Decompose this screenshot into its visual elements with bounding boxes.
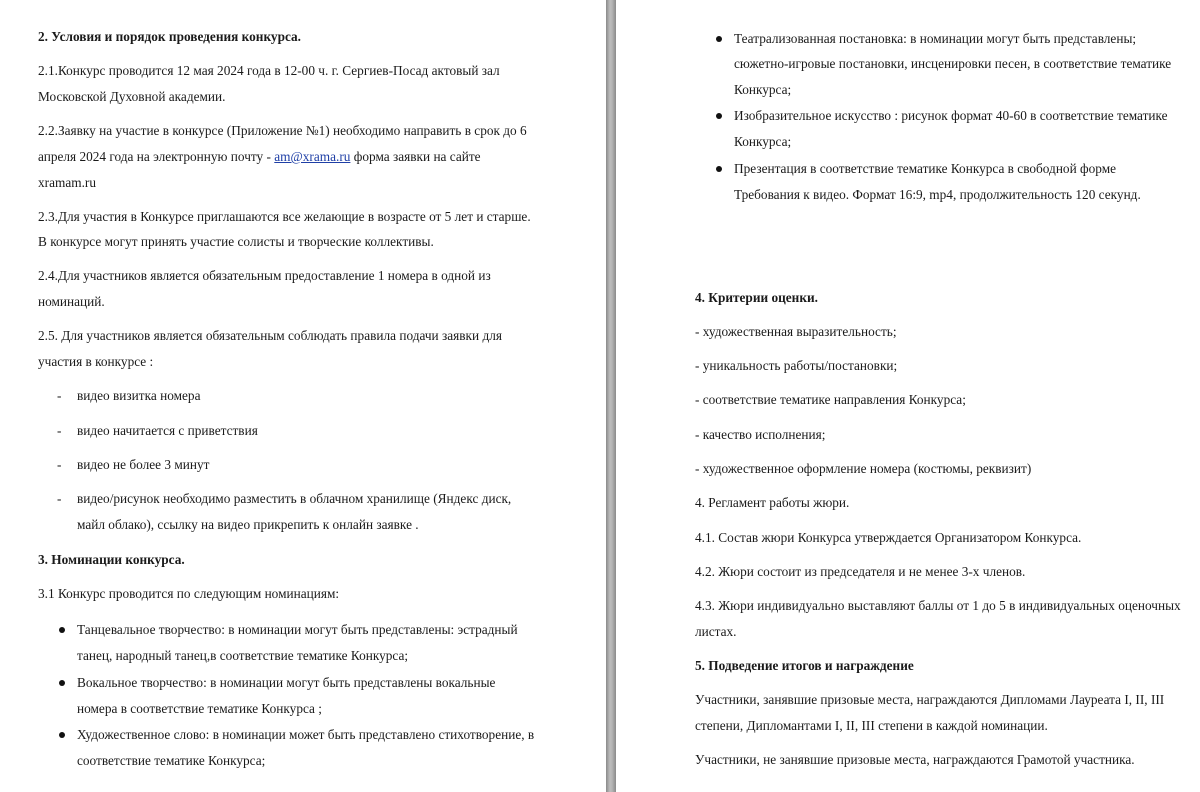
dash-marker: -	[57, 491, 62, 506]
criterion-3: - соответствие тематике направления Конкурса;	[695, 392, 966, 407]
page-gutter	[606, 0, 616, 792]
criterion-2: - уникальность работы/постановки;	[695, 358, 898, 373]
paragraph-3-1: 3.1 Конкурс проводится по следующим номинациям:	[38, 586, 340, 601]
paragraph-5-a-line-2: степени, Дипломантами I, II, III степени в каждой номинации.	[695, 718, 1048, 733]
bullet-dot	[716, 166, 722, 172]
paragraph-2-4-line-2: номинаций.	[38, 294, 105, 309]
paragraph-2-1-line-2: Московской Духовной академии.	[38, 89, 226, 104]
paragraph-4-1: 4.1. Состав жюри Конкурса утверждается Организатором Конкурса.	[695, 530, 1082, 545]
dash-marker: -	[57, 457, 62, 472]
paragraph-4-3-line-2: листах.	[695, 624, 737, 639]
nomination-theatre-line-2: сюжетно-игровые постановки, инсценировки песен, в соответствие тематике	[734, 56, 1172, 71]
dash-item-4-line-2: майл облако), ссылку на видео прикрепить к онлайн заявке .	[77, 517, 419, 532]
section-4-heading: 4. Критерии оценки.	[695, 290, 818, 305]
criterion-1: - художественная выразительность;	[695, 324, 897, 339]
paragraph-4-2: 4.2. Жюри состоит из председателя и не менее 3-х членов.	[695, 564, 1026, 579]
email-link[interactable]: am@xrama.ru	[274, 149, 351, 164]
nomination-presentation-line-1: Презентация в соответствие тематике Конкурса в свободной форме	[734, 161, 1117, 176]
paragraph-2-2-line-1: 2.2.Заявку на участие в конкурсе (Приложение №1) необходимо направить в срок до 6	[38, 123, 527, 138]
nomination-dance-line-1: Танцевальное творчество: в номинации могут быть представлены: эстрадный	[77, 622, 518, 637]
dash-item-4-line-1: видео/рисунок необходимо разместить в облачном хранилище (Яндекс диск,	[77, 491, 512, 506]
dash-marker: -	[57, 388, 62, 403]
section-2-heading: 2. Условия и порядок проведения конкурса.	[38, 29, 302, 44]
nomination-presentation-line-2: Требования к видео. Формат 16:9, mp4, продолжительность 120 секунд.	[734, 187, 1141, 202]
nomination-word-line-1: Художественное слово: в номинации может быть представлено стихотворение, в	[77, 727, 535, 742]
bullet-dot	[716, 113, 722, 119]
jury-regulation-heading: 4. Регламент работы жюри.	[695, 495, 850, 510]
bullet-dot	[59, 627, 65, 633]
dash-item-3: видео не более 3 минут	[77, 457, 210, 472]
section-5-heading: 5. Подведение итогов и награждение	[695, 658, 914, 673]
section-3-heading: 3. Номинации конкурса.	[38, 552, 185, 567]
nomination-theatre-line-3: Конкурса;	[734, 82, 792, 97]
paragraph-2-2-line-3: xramam.ru	[38, 175, 96, 190]
nomination-art-line-2: Конкурса;	[734, 134, 792, 149]
dash-item-1: видео визитка номера	[77, 388, 201, 403]
paragraph-2-1-line-1: 2.1.Конкурс проводится 12 мая 2024 года в 12-00 ч. г. Сергиев-Посад актовый зал	[38, 63, 500, 78]
paragraph-2-2-line-2	[38, 149, 481, 165]
paragraph-2-2-text: апреля 2024 года на электронную почту -	[38, 149, 275, 164]
paragraph-2-4-line-1: 2.4.Для участников является обязательным предоставление 1 номера в одной из	[38, 268, 491, 283]
paragraph-2-3-line-2: В конкурсе могут принять участие солисты и творческие коллективы.	[38, 234, 434, 249]
nomination-art-line-1: Изобразительное искусство : рисунок формат 40-60 в соответствие тематике	[734, 108, 1168, 123]
paragraph-5-a-line-1: Участники, занявшие призовые места, награждаются Дипломами Лауреата I, II, III	[695, 692, 1165, 707]
bullet-dot	[716, 36, 722, 42]
dash-marker: -	[57, 423, 62, 438]
bullet-dot	[59, 680, 65, 686]
nomination-vocal-line-1: Вокальное творчество: в номинации могут быть представлены вокальные	[77, 675, 496, 690]
paragraph-2-5-line-1: 2.5. Для участников является обязательным соблюдать правила подачи заявки для	[38, 328, 502, 343]
paragraph-2-3-line-1: 2.3.Для участия в Конкурсе приглашаются все желающие в возрасте от 5 лет и старше.	[38, 209, 531, 224]
nomination-word-line-2: соответствие тематике Конкурса;	[77, 753, 266, 768]
paragraph-2-5-line-2: участия в конкурсе :	[38, 354, 154, 369]
criterion-4: - качество исполнения;	[695, 427, 826, 442]
paragraph-5-b: Участники, не занявшие призовые места, награждаются Грамотой участника.	[695, 752, 1135, 767]
criterion-5: - художественное оформление номера (костюмы, реквизит)	[695, 461, 1032, 476]
bullet-dot	[59, 732, 65, 738]
paragraph-4-3-line-1: 4.3. Жюри индивидуально выставляют баллы от 1 до 5 в индивидуальных оценочных	[695, 598, 1181, 613]
dash-item-2: видео начитается с приветствия	[77, 423, 258, 438]
nomination-vocal-line-2: номера в соответствие тематике Конкурса ;	[77, 701, 322, 716]
document-page-right	[616, 0, 1200, 792]
nomination-theatre-line-1: Театрализованная постановка: в номинации могут быть представлены;	[734, 31, 1137, 46]
paragraph-2-2-text-tail: форма заявки на сайте	[350, 149, 481, 164]
nomination-dance-line-2: танец, народный танец,в соответствие тематике Конкурса;	[77, 648, 409, 663]
